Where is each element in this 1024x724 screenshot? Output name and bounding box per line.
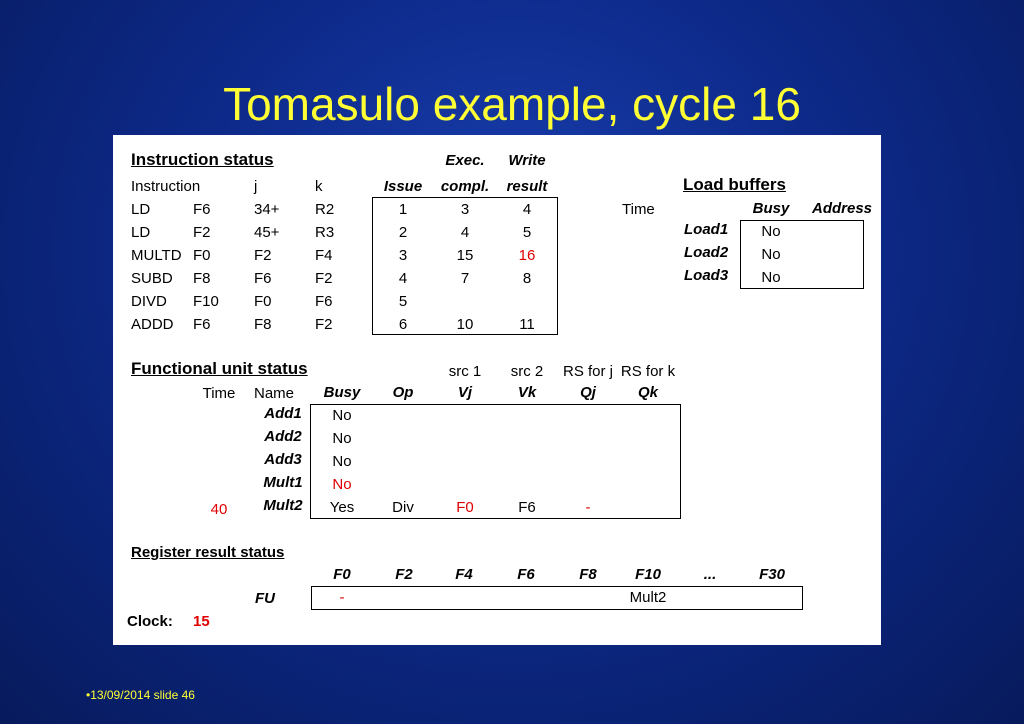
- instruction-issue: 4: [398, 270, 408, 287]
- instruction-j: F0: [254, 293, 272, 310]
- tomasulo-panel: [113, 135, 881, 645]
- register-status-box: [311, 586, 803, 610]
- register-fu-value: Mult2: [629, 589, 667, 606]
- instruction-result: 11: [519, 316, 535, 333]
- instruction-k: R2: [315, 201, 335, 218]
- exec-header: Exec.: [445, 152, 485, 169]
- load-col-address: Address: [811, 200, 873, 217]
- fu-name: Add3: [264, 451, 302, 468]
- fu-name: Add1: [264, 405, 302, 422]
- instruction-compl: 3: [460, 201, 470, 218]
- instruction-compl: 4: [460, 224, 470, 241]
- slide-title: Tomasulo example, cycle 16: [223, 78, 801, 130]
- instruction-dest: F6: [193, 316, 211, 333]
- fu-busy: No: [332, 407, 352, 424]
- instruction-op: MULTD: [131, 247, 182, 264]
- instruction-k: R3: [315, 224, 335, 241]
- fu-rsj-header: RS for j: [562, 363, 613, 380]
- load-buffers-heading: Load buffers: [683, 175, 786, 194]
- fu-col-name: Name: [254, 385, 295, 402]
- slide-footer: •13/09/2014 slide 46: [86, 688, 195, 702]
- instruction-issue: 1: [398, 201, 408, 218]
- write-header: Write: [508, 152, 546, 169]
- instruction-j: 34+: [254, 201, 280, 218]
- load-buffer-busy: No: [761, 246, 781, 263]
- col-issue: Issue: [383, 178, 423, 195]
- instruction-op: LD: [131, 201, 151, 218]
- instruction-result: 5: [522, 224, 532, 241]
- instruction-dest: F2: [193, 224, 211, 241]
- instruction-k: F2: [315, 316, 333, 333]
- register-header: F2: [395, 566, 413, 583]
- instruction-j: F8: [254, 316, 272, 333]
- load-buffer-name: Load1: [684, 221, 729, 238]
- fu-op: Div: [392, 499, 414, 516]
- fu-rsk-header: RS for k: [620, 363, 676, 380]
- instruction-k: F2: [315, 270, 333, 287]
- functional-unit-heading: Functional unit status: [131, 359, 308, 378]
- fu-col-qj: Qj: [580, 384, 596, 401]
- fu-col-vk: Vk: [517, 384, 537, 401]
- instruction-op: SUBD: [131, 270, 173, 287]
- col-j: j: [254, 178, 258, 195]
- instruction-j: F6: [254, 270, 272, 287]
- fu-name: Add2: [264, 428, 302, 445]
- fu-src1-header: src 1: [448, 363, 482, 380]
- instruction-op: DIVD: [131, 293, 167, 310]
- fu-busy: No: [332, 476, 352, 493]
- instruction-issue: 6: [398, 316, 408, 333]
- load-buffer-busy: No: [761, 269, 781, 286]
- fu-row-label: FU: [255, 590, 275, 607]
- fu-src2-header: src 2: [510, 363, 544, 380]
- register-header: F10: [635, 566, 661, 583]
- instruction-op: LD: [131, 224, 151, 241]
- load-col-busy: Busy: [752, 200, 790, 217]
- clock-value: 15: [193, 613, 210, 630]
- load-time-label: Time: [622, 201, 655, 218]
- fu-time: 40: [210, 501, 228, 518]
- instruction-op: ADDD: [131, 316, 174, 333]
- fu-name: Mult2: [263, 497, 303, 514]
- instruction-dest: F10: [193, 293, 219, 310]
- fu-col-op: Op: [392, 384, 414, 401]
- load-buffer-name: Load2: [684, 244, 729, 261]
- fu-vj: F0: [456, 499, 474, 516]
- register-header: F0: [333, 566, 351, 583]
- register-header: F6: [517, 566, 535, 583]
- fu-col-qk: Qk: [637, 384, 658, 401]
- register-header: ...: [703, 566, 717, 583]
- instruction-status-heading: Instruction status: [131, 150, 274, 169]
- instruction-compl: 15: [456, 247, 474, 264]
- col-instruction: Instruction: [131, 178, 201, 195]
- instruction-result: 4: [522, 201, 532, 218]
- instruction-k: F4: [315, 247, 333, 264]
- instruction-dest: F0: [193, 247, 211, 264]
- instruction-j: 45+: [254, 224, 280, 241]
- register-fu-value: -: [339, 589, 345, 606]
- instruction-issue: 5: [398, 293, 408, 310]
- col-result: result: [506, 178, 548, 195]
- instruction-dest: F6: [193, 201, 211, 218]
- instruction-compl: 7: [460, 270, 470, 287]
- fu-name: Mult1: [263, 474, 303, 491]
- col-compl: compl.: [440, 178, 490, 195]
- fu-qj: -: [585, 499, 591, 516]
- load-buffer-name: Load3: [684, 267, 729, 284]
- register-header: F4: [455, 566, 473, 583]
- fu-col-time: Time: [202, 385, 236, 402]
- instruction-issue: 3: [398, 247, 408, 264]
- instruction-result: 8: [522, 270, 532, 287]
- instruction-issue: 2: [398, 224, 408, 241]
- fu-vk: F6: [518, 499, 536, 516]
- instruction-compl: 10: [456, 316, 474, 333]
- fu-col-busy: Busy: [323, 384, 361, 401]
- fu-busy: Yes: [329, 499, 355, 516]
- fu-busy: No: [332, 453, 352, 470]
- register-header: F8: [579, 566, 597, 583]
- load-buffer-busy: No: [761, 223, 781, 240]
- fu-busy: No: [332, 430, 352, 447]
- instruction-dest: F8: [193, 270, 211, 287]
- register-header: F30: [759, 566, 785, 583]
- instruction-k: F6: [315, 293, 333, 310]
- clock-label: Clock:: [127, 613, 173, 630]
- register-status-heading: Register result status: [131, 544, 285, 561]
- instruction-result: 16: [518, 247, 536, 264]
- instruction-j: F2: [254, 247, 272, 264]
- fu-col-vj: Vj: [457, 384, 473, 401]
- col-k: k: [315, 178, 323, 195]
